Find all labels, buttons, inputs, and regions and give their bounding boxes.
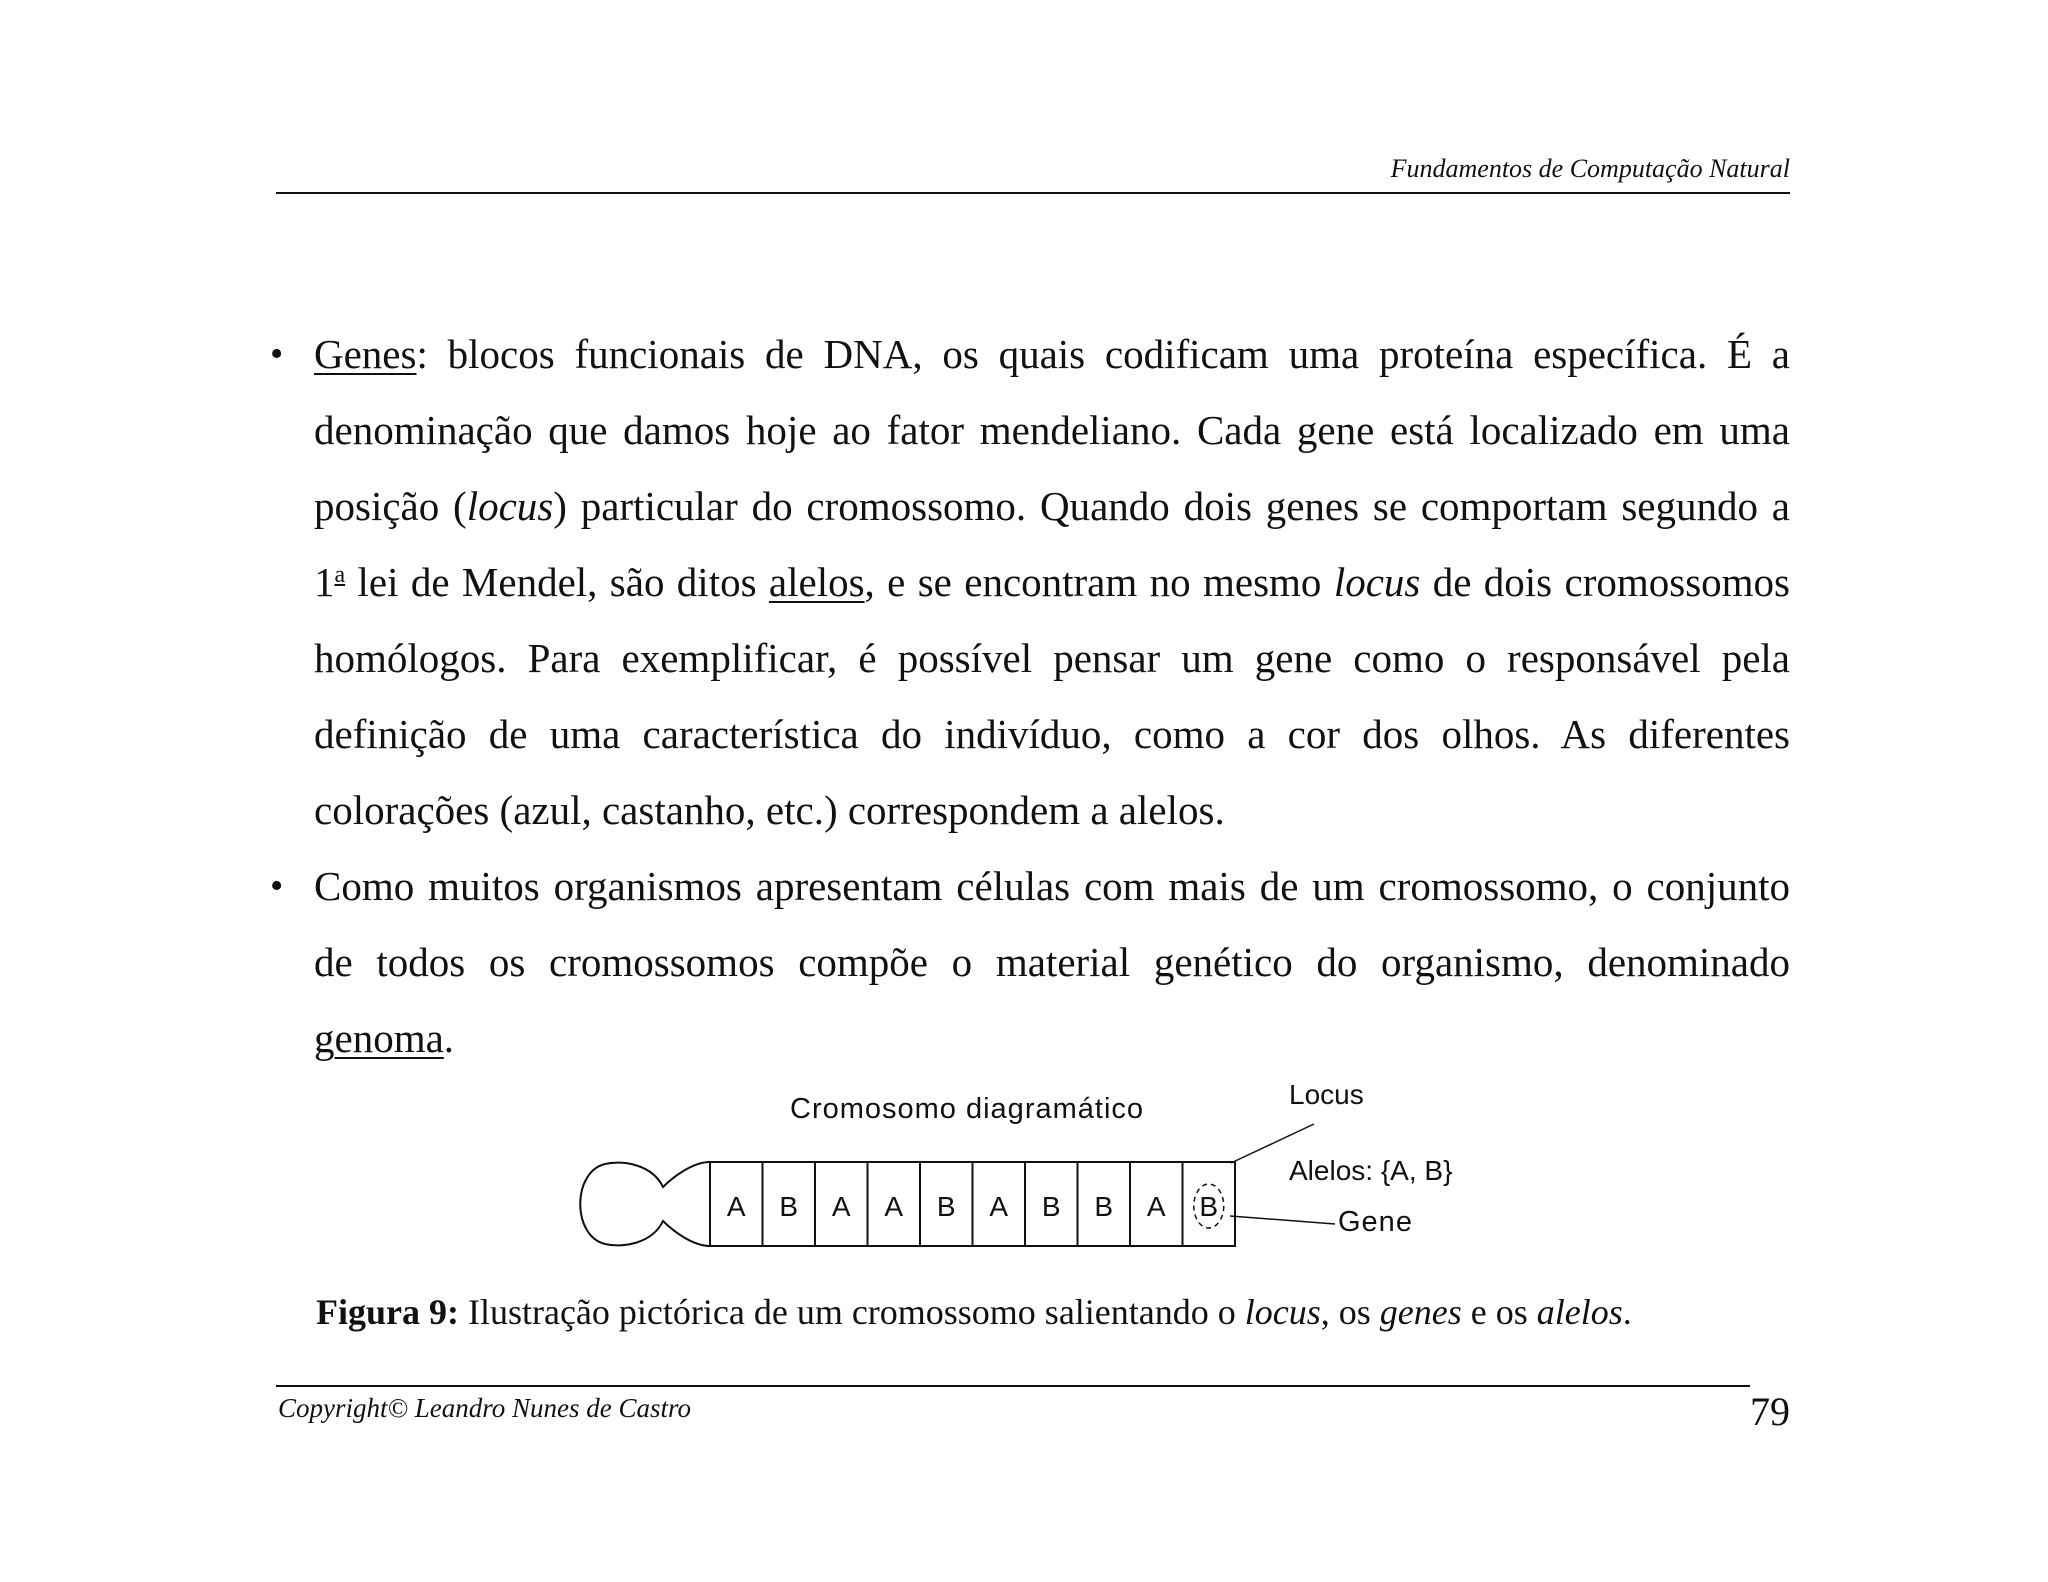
- gene-letter: A: [1146, 1191, 1166, 1222]
- bullet-dot: •: [270, 865, 284, 907]
- bullet-text: [314, 316, 1790, 848]
- caption-label: Figura 9:: [316, 1292, 459, 1332]
- gene-letter: A: [831, 1191, 851, 1222]
- running-header: Fundamentos de Computação Natural: [1390, 154, 1790, 183]
- gene-letter: A: [989, 1191, 1009, 1222]
- text-run: de dois cromossomos homólogos. Para exemplificar, é possível pensar um gene como o responsável pela definição de uma característica do indivíduo, como a cor dos olhos. As diferentes colorações (azul, castanho, etc.) correspondem a alelos.: [314, 559, 1790, 833]
- italic-term: locus: [1333, 559, 1421, 605]
- underlined-term: genoma: [314, 1015, 444, 1061]
- page-number: 79: [1750, 1389, 1790, 1434]
- header-rule: [276, 192, 1790, 194]
- underlined-term: Genes: [314, 331, 417, 377]
- text-run: .: [1622, 1292, 1632, 1332]
- italic-term: locus: [466, 483, 554, 529]
- gene-letter: B: [1094, 1191, 1114, 1222]
- text-run: , e se encontram no mesmo: [864, 559, 1334, 605]
- italic-term: genes: [1379, 1292, 1462, 1332]
- underlined-term: alelos: [768, 559, 865, 605]
- text-run: , os: [1320, 1292, 1380, 1332]
- gene-letter: B: [779, 1191, 799, 1222]
- text-run: lei de Mendel, são ditos: [345, 559, 769, 605]
- gene-letter: B: [1199, 1191, 1219, 1222]
- locus-label: Locus: [1289, 1079, 1364, 1110]
- bullet-item-genes: [270, 316, 1790, 848]
- chromosome-figure: [560, 1080, 1510, 1260]
- bullet-dot: •: [270, 333, 284, 375]
- ordinal-superscript: a: [334, 562, 346, 588]
- bullet-item-genoma: [270, 848, 1790, 1076]
- alleles-label: Alelos: {A, B}: [1289, 1155, 1453, 1186]
- italic-term: alelos: [1536, 1292, 1623, 1332]
- text-run: ) particular do cromossomo. Quando dois genes se comportam segundo a 1: [314, 483, 1790, 605]
- gene-pointer: [1230, 1216, 1335, 1224]
- text-run: : blocos funcionais de DNA, os quais codificam uma proteína específica. É a denominação que damos hoje ao fator mendeliano. Cada gene está localizado em uma posição (: [314, 331, 1790, 529]
- italic-term: locus: [1244, 1292, 1321, 1332]
- gene-label: Gene: [1338, 1206, 1413, 1238]
- gene-letter: B: [936, 1191, 956, 1222]
- bullet-text: [314, 848, 1790, 1076]
- text-run: Como muitos organismos apresentam células com mais de um cromossomo, o conjunto de todos os cromossomos compõe o material genético do organismo, denominado: [314, 863, 1790, 985]
- gene-letter: B: [1041, 1191, 1061, 1222]
- gene-letter: A: [884, 1191, 904, 1222]
- figure-caption: [316, 1290, 1756, 1334]
- gene-cells: [710, 1162, 1235, 1246]
- body-text: [270, 316, 1790, 1076]
- footer-rule: [276, 1385, 1750, 1387]
- text-run: e os: [1461, 1292, 1537, 1332]
- gene-letter: A: [726, 1191, 746, 1222]
- text-run: Ilustração pictórica de um cromossomo salientando o: [458, 1292, 1245, 1332]
- caption-text: [459, 1292, 1632, 1332]
- chromosome-diagram: [560, 1080, 1510, 1260]
- centromere-end: [580, 1162, 710, 1246]
- copyright: Copyright© Leandro Nunes de Castro: [278, 1393, 692, 1423]
- text-run: .: [443, 1015, 455, 1061]
- figure-title: Cromosomo diagramático: [790, 1093, 1145, 1125]
